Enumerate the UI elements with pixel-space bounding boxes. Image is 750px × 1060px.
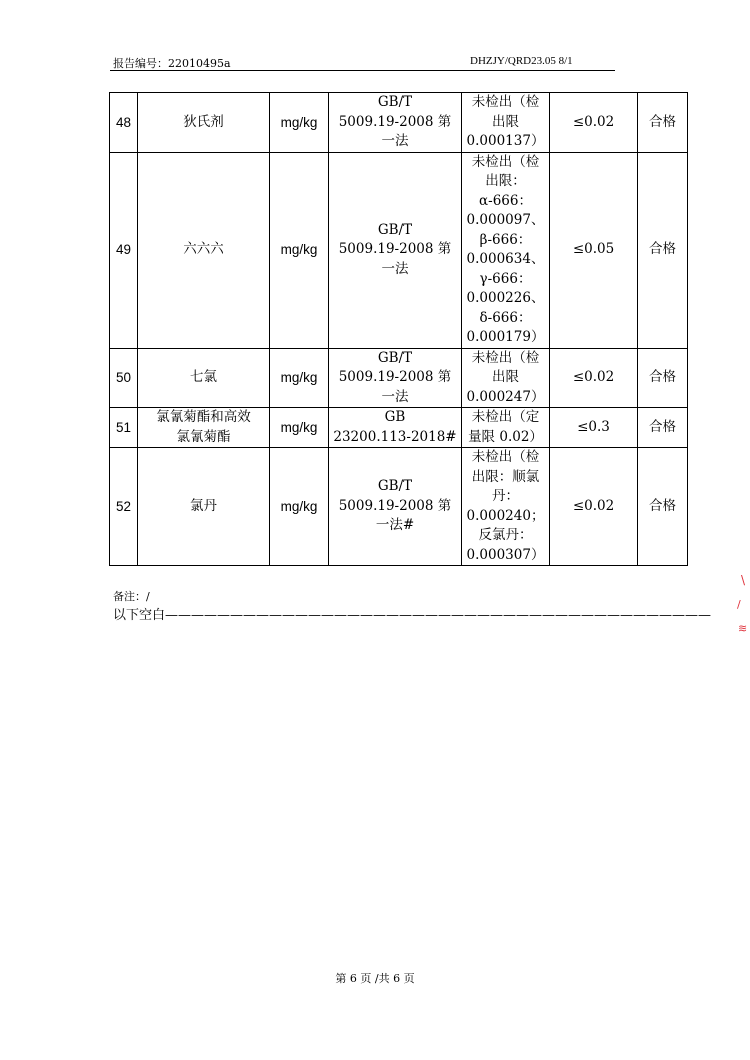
unit-cell: mg/kg	[270, 448, 329, 566]
test-method-cell	[329, 348, 462, 408]
svg-text:/: /	[737, 598, 741, 611]
test-method-line: 一法	[381, 133, 409, 149]
test-result-line: 0.000247）	[466, 388, 545, 405]
test-method-line: GB/T	[377, 349, 413, 366]
table-row	[110, 152, 688, 348]
results-table	[109, 92, 688, 566]
test-result-line: 0.000137）	[466, 133, 545, 149]
test-method-line: 一法#	[375, 517, 415, 534]
test-method-line: 一法	[381, 388, 409, 405]
test-result-line: 未检出（检	[471, 94, 540, 110]
table-row	[110, 408, 688, 448]
test-method-line: GB	[384, 409, 406, 425]
test-method-line: GB/T	[377, 221, 413, 238]
blank-below-marker: 以下空白——————————————————————————————————————————	[113, 608, 712, 623]
test-item-line: 氯氰菊酯	[176, 428, 231, 445]
test-result-line: 0.000226、	[466, 290, 545, 306]
test-result-line: 出限：	[485, 173, 526, 189]
row-number-cell: 50	[110, 348, 138, 408]
row-number-cell: 48	[110, 93, 138, 153]
limit-value-cell: ≤0.3	[550, 408, 638, 448]
test-result-cell	[462, 152, 550, 348]
verdict-cell: 合格	[638, 93, 688, 153]
test-method-line: 5009.19-2008 第	[338, 113, 452, 130]
test-result-line: 0.000097、	[466, 212, 545, 228]
test-result-line: 0.000179）	[466, 329, 545, 345]
test-result-line: 未检出（检	[471, 449, 540, 465]
test-result-line: 出限	[492, 369, 519, 385]
test-item-cell	[138, 448, 270, 566]
test-result-line: 出限	[492, 113, 519, 130]
test-result-line: β-666：	[479, 231, 532, 248]
results-table-body	[110, 93, 688, 566]
test-result-line: δ-666：	[479, 309, 532, 326]
test-item-cell	[138, 152, 270, 348]
limit-value-cell: ≤0.05	[550, 152, 638, 348]
test-result-cell	[462, 448, 550, 566]
verdict-cell: 合格	[638, 152, 688, 348]
row-number-cell: 51	[110, 408, 138, 448]
table-row	[110, 448, 688, 566]
test-method-cell	[329, 93, 462, 153]
test-result-line: γ-666：	[479, 270, 532, 287]
test-method-cell	[329, 448, 462, 566]
test-method-cell	[329, 408, 462, 448]
test-result-line: 量限 0.02）	[468, 428, 543, 445]
test-method-line: 23200.113-2018#	[333, 428, 457, 445]
test-method-line: GB/T	[377, 478, 413, 495]
row-number-cell: 49	[110, 152, 138, 348]
test-result-line: 出限：顺氯	[471, 468, 540, 485]
test-item-line: 七氯	[190, 369, 217, 385]
test-result-cell	[462, 348, 550, 408]
test-result-line: 丹：	[492, 488, 519, 504]
test-item-cell	[138, 348, 270, 408]
notes: 备注：/	[113, 590, 150, 603]
table-row	[110, 348, 688, 408]
test-result-line: 未检出（定	[471, 409, 540, 425]
test-result-line: 未检出（检	[471, 153, 540, 170]
test-result-line: 反氯丹：	[478, 527, 533, 543]
verdict-cell: 合格	[638, 408, 688, 448]
limit-value-cell: ≤0.02	[550, 93, 638, 153]
test-item-cell	[138, 93, 270, 153]
test-result-line: 0.000307）	[466, 546, 545, 563]
test-method-line: 5009.19-2008 第	[338, 369, 452, 385]
test-method-line: 5009.19-2008 第	[338, 241, 452, 258]
test-method-cell	[329, 152, 462, 348]
unit-cell: mg/kg	[270, 348, 329, 408]
unit-cell: mg/kg	[270, 152, 329, 348]
header-divider	[110, 70, 615, 71]
document-code: DHZJY/QRD23.05 8/1	[470, 55, 573, 67]
official-seal-stamp	[731, 548, 750, 653]
page-footer: 第 6 页 /共 6 页	[335, 972, 415, 985]
test-method-line: GB/T	[377, 94, 413, 110]
test-item-cell	[138, 408, 270, 448]
svg-text:≋: ≋	[738, 622, 748, 635]
test-result-cell	[462, 93, 550, 153]
test-item-line: 六六六	[183, 241, 224, 258]
test-item-line: 氯丹	[190, 497, 217, 514]
row-number-cell: 52	[110, 448, 138, 566]
unit-cell: mg/kg	[270, 93, 329, 153]
svg-text:\: \	[741, 573, 746, 587]
test-result-line: 0.000240；	[466, 507, 545, 524]
test-result-cell	[462, 408, 550, 448]
unit-cell: mg/kg	[270, 408, 329, 448]
test-result-line: 未检出（检	[471, 349, 540, 366]
verdict-cell: 合格	[638, 448, 688, 566]
report-number: 报告编号：22010495a	[113, 57, 231, 70]
limit-value-cell: ≤0.02	[550, 348, 638, 408]
test-item-line: 狄氏剂	[183, 113, 224, 130]
limit-value-cell: ≤0.02	[550, 448, 638, 566]
test-method-line: 一法	[381, 260, 409, 277]
table-row	[110, 93, 688, 153]
test-item-line: 氯氰菊酯和高效	[156, 409, 251, 425]
verdict-cell: 合格	[638, 348, 688, 408]
test-result-line: 0.000634、	[466, 251, 545, 267]
test-result-line: α-666：	[479, 192, 532, 209]
test-method-line: 5009.19-2008 第	[338, 497, 452, 514]
